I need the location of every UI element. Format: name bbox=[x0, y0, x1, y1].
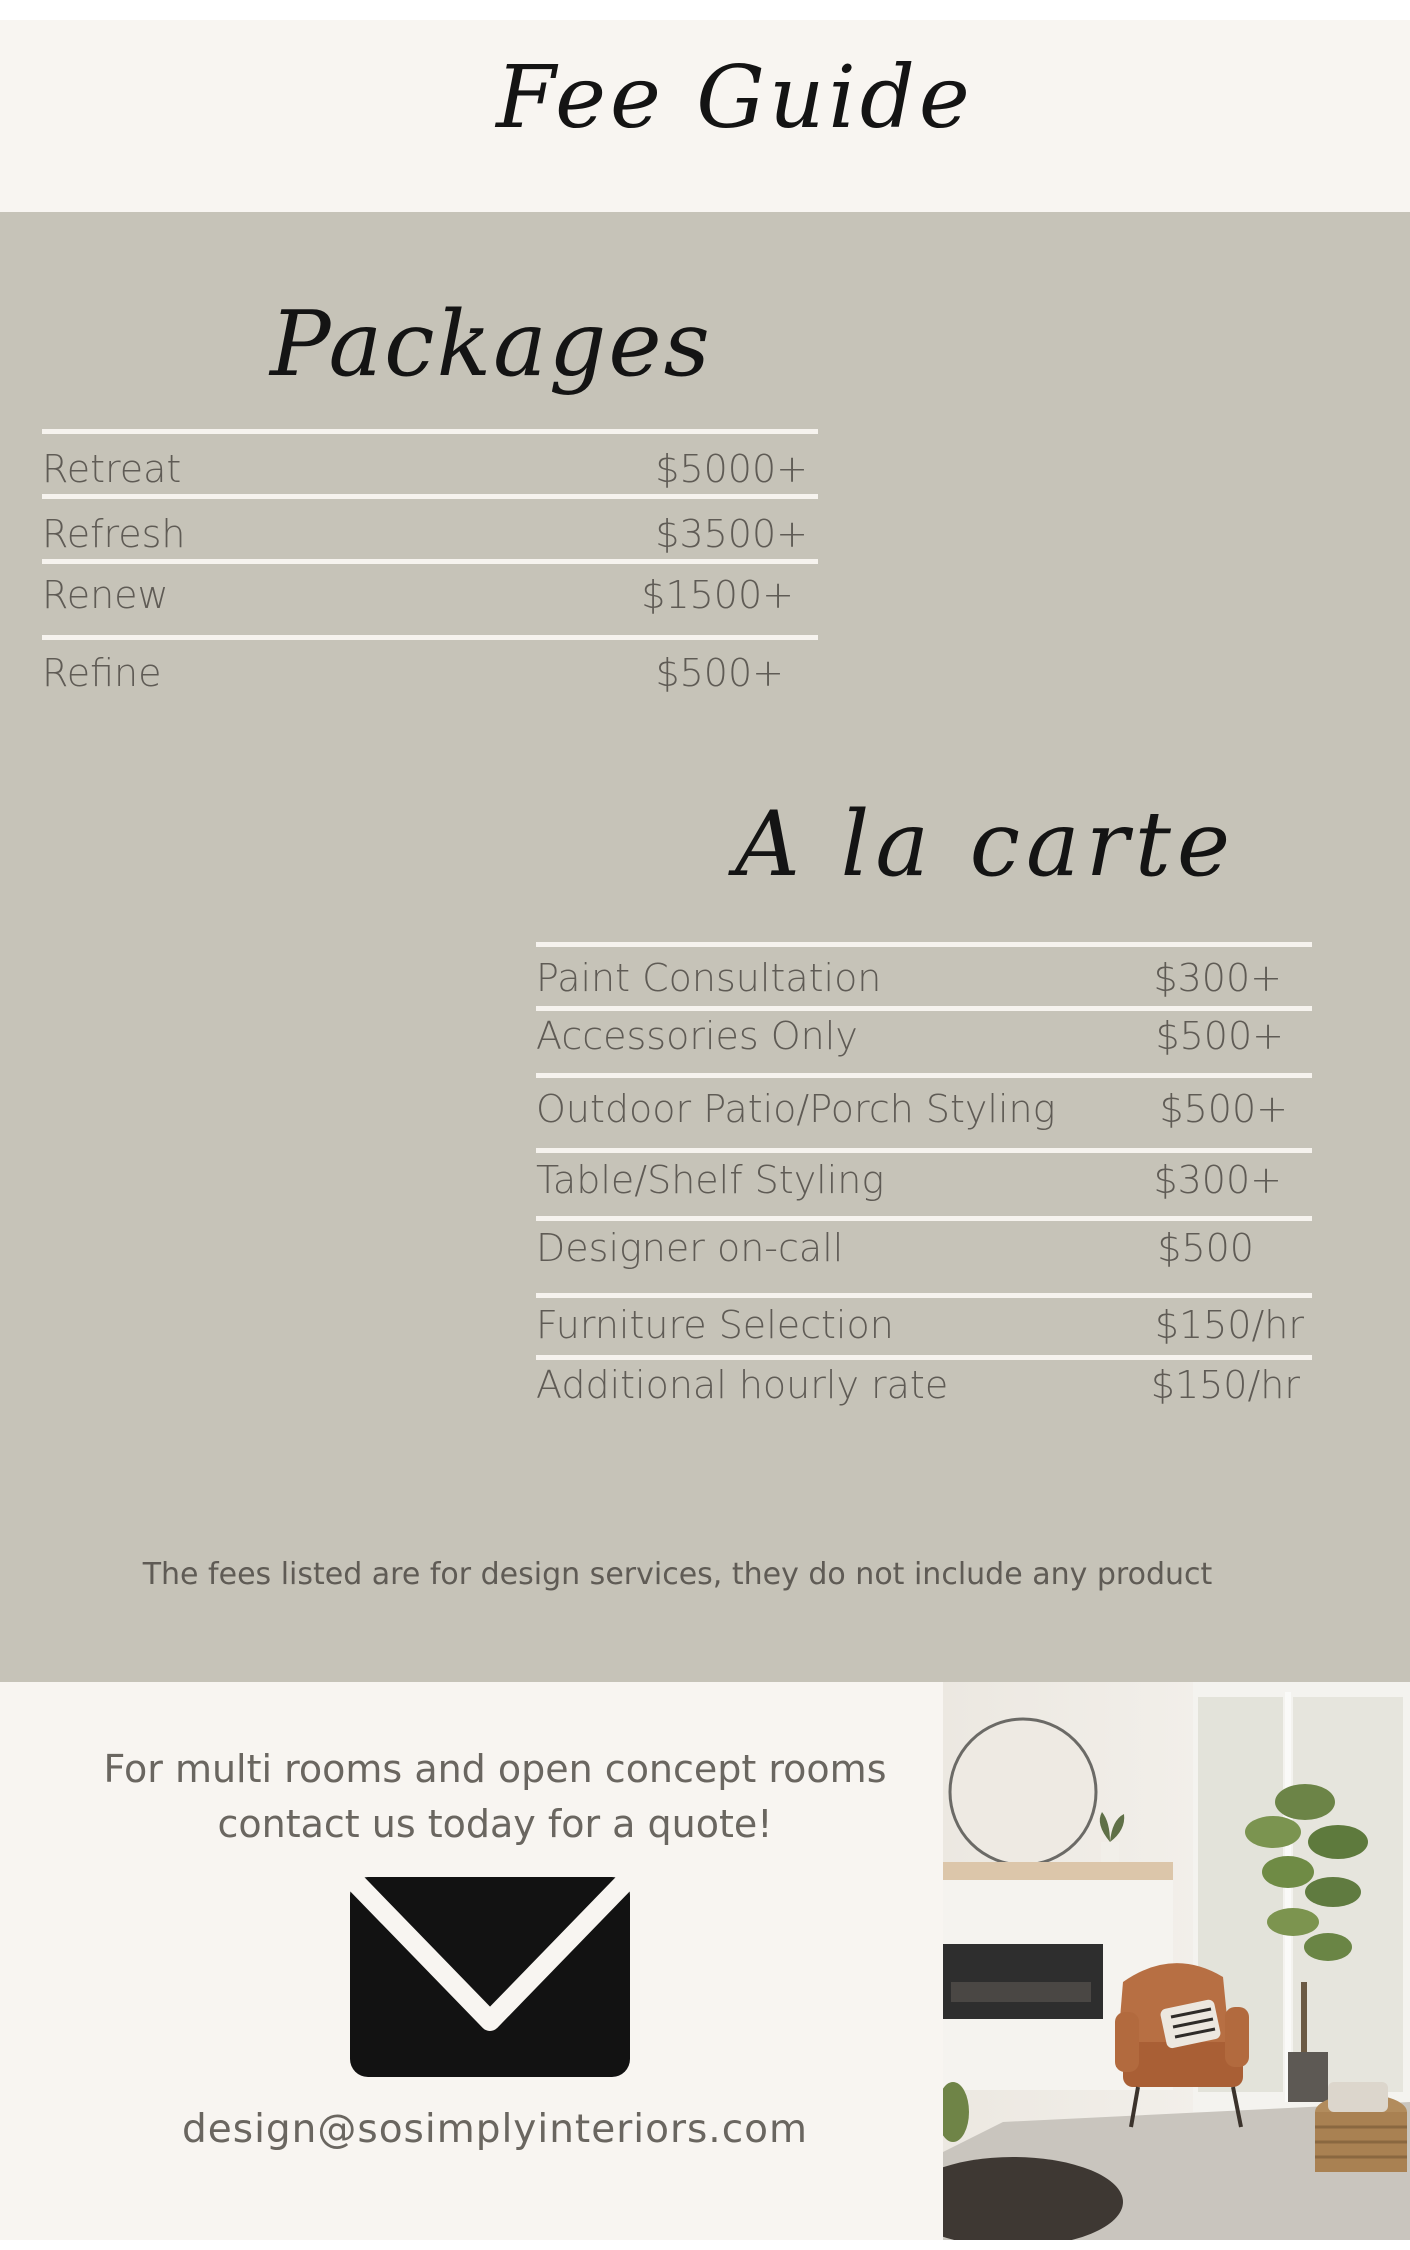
contact-line-2: contact us today for a quote! bbox=[217, 1802, 773, 1846]
service-price: $500+ bbox=[1159, 1087, 1288, 1131]
contact-line-1: For multi rooms and open concept rooms bbox=[103, 1747, 887, 1791]
alacarte-row-oncall bbox=[536, 1221, 1312, 1293]
service-name: Furniture Selection bbox=[536, 1303, 894, 1347]
alacarte-row-hourly bbox=[536, 1360, 1312, 1420]
living-room-photo bbox=[943, 1682, 1410, 2240]
package-name: Refine bbox=[42, 651, 162, 695]
service-price: $150/hr bbox=[1150, 1363, 1300, 1407]
alacarte-row-furniture bbox=[536, 1298, 1312, 1355]
page-title: Fee Guide bbox=[496, 48, 974, 148]
package-row-renew bbox=[42, 564, 818, 635]
envelope-icon[interactable] bbox=[350, 1877, 630, 2077]
package-price: $1500+ bbox=[641, 573, 794, 617]
service-price: $150/hr bbox=[1154, 1303, 1304, 1347]
service-name: Accessories Only bbox=[536, 1014, 858, 1058]
package-name: Retreat bbox=[42, 447, 182, 491]
service-price: $500+ bbox=[1155, 1014, 1284, 1058]
package-name: Refresh bbox=[42, 512, 186, 556]
package-price: $3500+ bbox=[655, 512, 808, 556]
contact-panel bbox=[0, 1682, 943, 2240]
alacarte-table bbox=[536, 942, 1312, 1420]
packages-table bbox=[42, 429, 818, 700]
alacarte-row-paint bbox=[536, 947, 1312, 1006]
service-name: Additional hourly rate bbox=[536, 1363, 949, 1407]
email-link[interactable]: design@sosimplyinteriors.com bbox=[182, 2107, 808, 2152]
disclaimer-text: The fees listed are for design services, they do not include any product bbox=[142, 1557, 1213, 1592]
package-name: Renew bbox=[42, 573, 169, 617]
service-name: Outdoor Patio/Porch Styling bbox=[536, 1087, 1056, 1131]
packages-title: Packages bbox=[270, 292, 712, 397]
contact-message bbox=[0, 1742, 990, 1852]
service-name: Designer on-call bbox=[536, 1226, 844, 1270]
package-row-refresh bbox=[42, 499, 818, 559]
service-name: Paint Consultation bbox=[536, 956, 882, 1000]
package-price: $500+ bbox=[655, 651, 784, 695]
alacarte-row-patio bbox=[536, 1078, 1312, 1148]
alacarte-row-accessories bbox=[536, 1011, 1312, 1073]
service-price: $500 bbox=[1157, 1226, 1254, 1270]
service-name: Table/Shelf Styling bbox=[536, 1158, 885, 1202]
service-price: $300+ bbox=[1153, 1158, 1282, 1202]
alacarte-title: A la carte bbox=[735, 792, 1237, 897]
alacarte-row-shelf bbox=[536, 1153, 1312, 1216]
fee-panel bbox=[0, 212, 1410, 1682]
package-row-retreat bbox=[42, 434, 818, 494]
package-price: $5000+ bbox=[655, 447, 808, 491]
service-price: $300+ bbox=[1153, 956, 1282, 1000]
package-row-refine bbox=[42, 640, 818, 700]
